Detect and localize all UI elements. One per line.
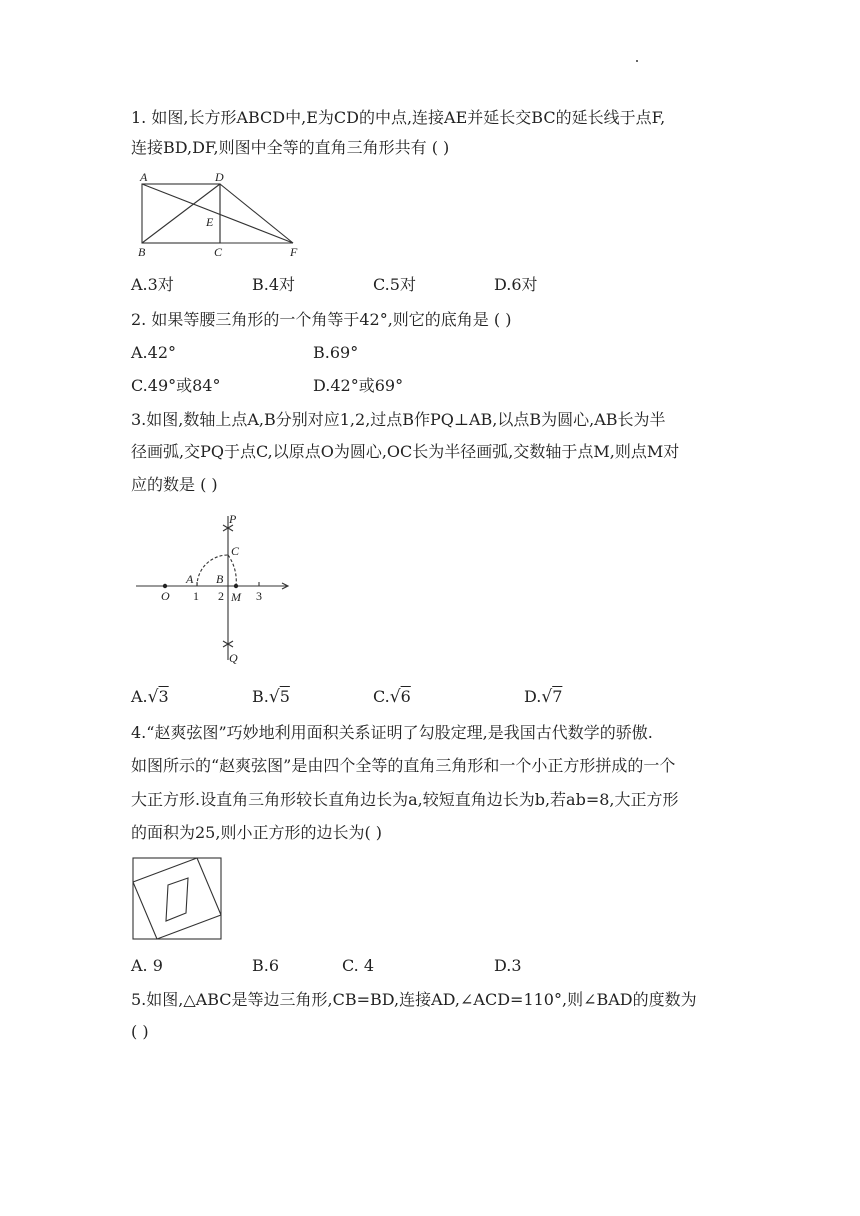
q2-text-line1: 2. 如果等腰三角形的一个角等于42°,则它的底角是 ( )	[131, 310, 512, 329]
q3-label-M: M	[231, 590, 241, 604]
q1-label-C: C	[214, 245, 223, 259]
q4-option-d: D.3	[494, 956, 522, 975]
q3-label-C: C	[231, 544, 240, 558]
page-mark	[636, 60, 638, 62]
q1-label-F: F	[290, 245, 298, 259]
q4-option-a: A. 9	[131, 956, 163, 975]
q2-option-b: B.69°	[313, 343, 359, 362]
q3-number-line-figure	[130, 510, 300, 670]
q4-text-line4: 的面积为25,则小正方形的边长为( )	[131, 823, 383, 842]
q3-tick-3: 3	[256, 589, 262, 603]
q3-option-d: D.√7	[524, 687, 563, 707]
q1-option-c: C.5对	[373, 275, 416, 294]
q3-text-line1: 3.如图,数轴上点A,B分别对应1,2,过点B作PQ⊥AB,以点B为圆心,AB长为半	[131, 410, 666, 429]
q1-label-A: A	[140, 170, 148, 184]
q4-option-b: B.6	[252, 956, 280, 975]
q1-text-line1: 1. 如图,长方形ABCD中,E为CD的中点,连接AE并延长交BC的延长线于点F,	[131, 108, 666, 127]
q3-tick-2: 2	[218, 589, 224, 603]
q3-tick-1: 1	[193, 589, 199, 603]
q3-option-c: C.√6	[373, 687, 411, 707]
q1-text-line2: 连接BD,DF,则图中全等的直角三角形共有 ( )	[131, 138, 450, 157]
q4-text-line2: 如图所示的“赵爽弦图”是由四个全等的直角三角形和一个小正方形拼成的一个	[131, 756, 676, 775]
q4-zhao-shuang-figure	[130, 855, 226, 941]
q3-label-O: O	[161, 589, 170, 603]
q1-rectangle-figure	[130, 168, 310, 260]
q2-option-a: A.42°	[131, 343, 176, 362]
q3-label-Q: Q	[229, 651, 238, 665]
q1-label-E: E	[206, 215, 214, 229]
q3-label-A: A	[186, 572, 194, 586]
q2-option-d: D.42°或69°	[313, 376, 404, 395]
q1-label-D: D	[215, 170, 224, 184]
q1-option-d: D.6对	[494, 275, 538, 294]
q1-option-b: B.4对	[252, 275, 296, 294]
q2-option-c: C.49°或84°	[131, 376, 221, 395]
q3-label-B: B	[216, 572, 224, 586]
q3-label-P: P	[229, 512, 237, 526]
q5-text-line1: 5.如图,△ABC是等边三角形,CB=BD,连接AD,∠ACD=110°,则∠BAD的度数为	[131, 990, 697, 1009]
q4-option-c: C. 4	[342, 956, 375, 975]
q5-text-line2: ( )	[131, 1022, 149, 1041]
q3-option-a: A.√3	[131, 687, 169, 707]
q3-text-line3: 应的数是 ( )	[131, 475, 218, 494]
q4-text-line3: 大正方形.设直角三角形较长直角边长为a,较短直角边长为b,若ab=8,大正方形	[131, 790, 679, 809]
q1-option-a: A.3对	[131, 275, 174, 294]
q1-label-B: B	[138, 245, 146, 259]
q3-text-line2: 径画弧,交PQ于点C,以原点O为圆心,OC长为半径画弧,交数轴于点M,则点M对	[131, 442, 680, 461]
q4-text-line1: 4.“赵爽弦图”巧妙地利用面积关系证明了勾股定理,是我国古代数学的骄傲.	[131, 723, 653, 742]
q3-option-b: B.√5	[252, 687, 290, 707]
